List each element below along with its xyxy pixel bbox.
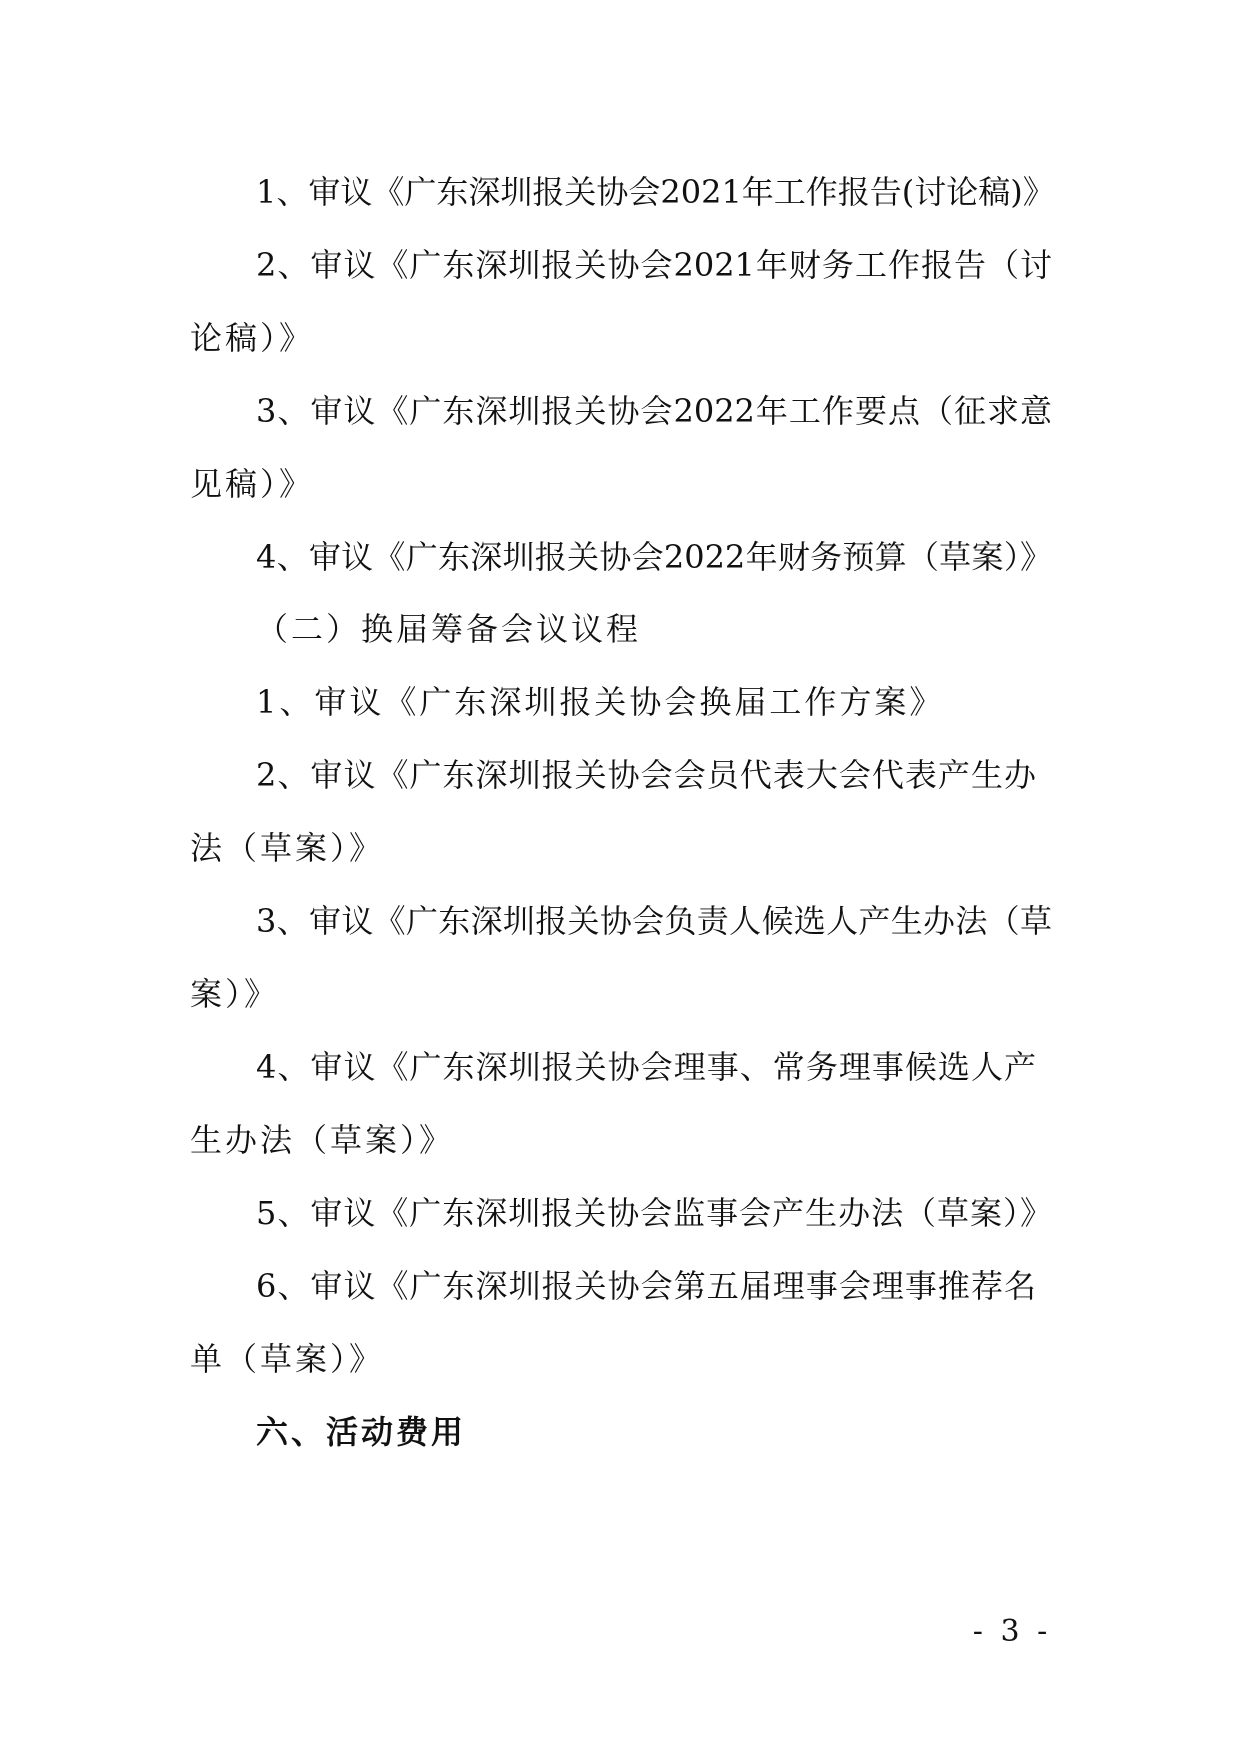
agenda-item-3-work-points: 3、审议《广东深圳报关协会2022年工作要点（征求意	[256, 392, 1052, 430]
agenda-item-3-work-points-continued: 见稿）》	[190, 465, 315, 503]
election-item-3-leader-candidates-continued: 案）》	[190, 975, 280, 1013]
election-item-3-leader-candidates: 3、审议《广东深圳报关协会负责人候选人产生办法（草	[256, 902, 1052, 940]
election-item-5-supervisory-board: 5、审议《广东深圳报关协会监事会产生办法（草案）》	[256, 1194, 1052, 1232]
election-item-6-director-nominations: 6、审议《广东深圳报关协会第五届理事会理事推荐名	[256, 1267, 1036, 1305]
agenda-item-4-budget: 4、审议《广东深圳报关协会2022年财务预算（草案）》	[256, 538, 1052, 576]
election-item-2-representative-method: 2、审议《广东深圳报关协会会员代表大会代表产生办	[256, 756, 1036, 794]
election-item-4-director-candidates-continued: 生办法（草案）》	[190, 1121, 455, 1159]
section-heading-election-prep-agenda: （二）换届筹备会议议程	[256, 610, 642, 648]
election-item-1-plan: 1、审议《广东深圳报关协会换届工作方案》	[256, 683, 945, 721]
agenda-item-1-work-report: 1、审议《广东深圳报关协会2021年工作报告(讨论稿)》	[256, 173, 1055, 211]
election-item-4-director-candidates: 4、审议《广东深圳报关协会理事、常务理事候选人产	[256, 1048, 1036, 1086]
agenda-item-2-finance-report: 2、审议《广东深圳报关协会2021年财务工作报告（讨	[256, 246, 1052, 284]
election-item-6-director-nominations-continued: 单（草案）》	[190, 1340, 385, 1378]
section-heading-activity-costs: 六、活动费用	[256, 1413, 467, 1451]
agenda-item-2-finance-report-continued: 论稿）》	[190, 319, 315, 357]
page-number: - 3 -	[972, 1614, 1052, 1649]
election-item-2-representative-method-continued: 法（草案）》	[190, 829, 385, 867]
